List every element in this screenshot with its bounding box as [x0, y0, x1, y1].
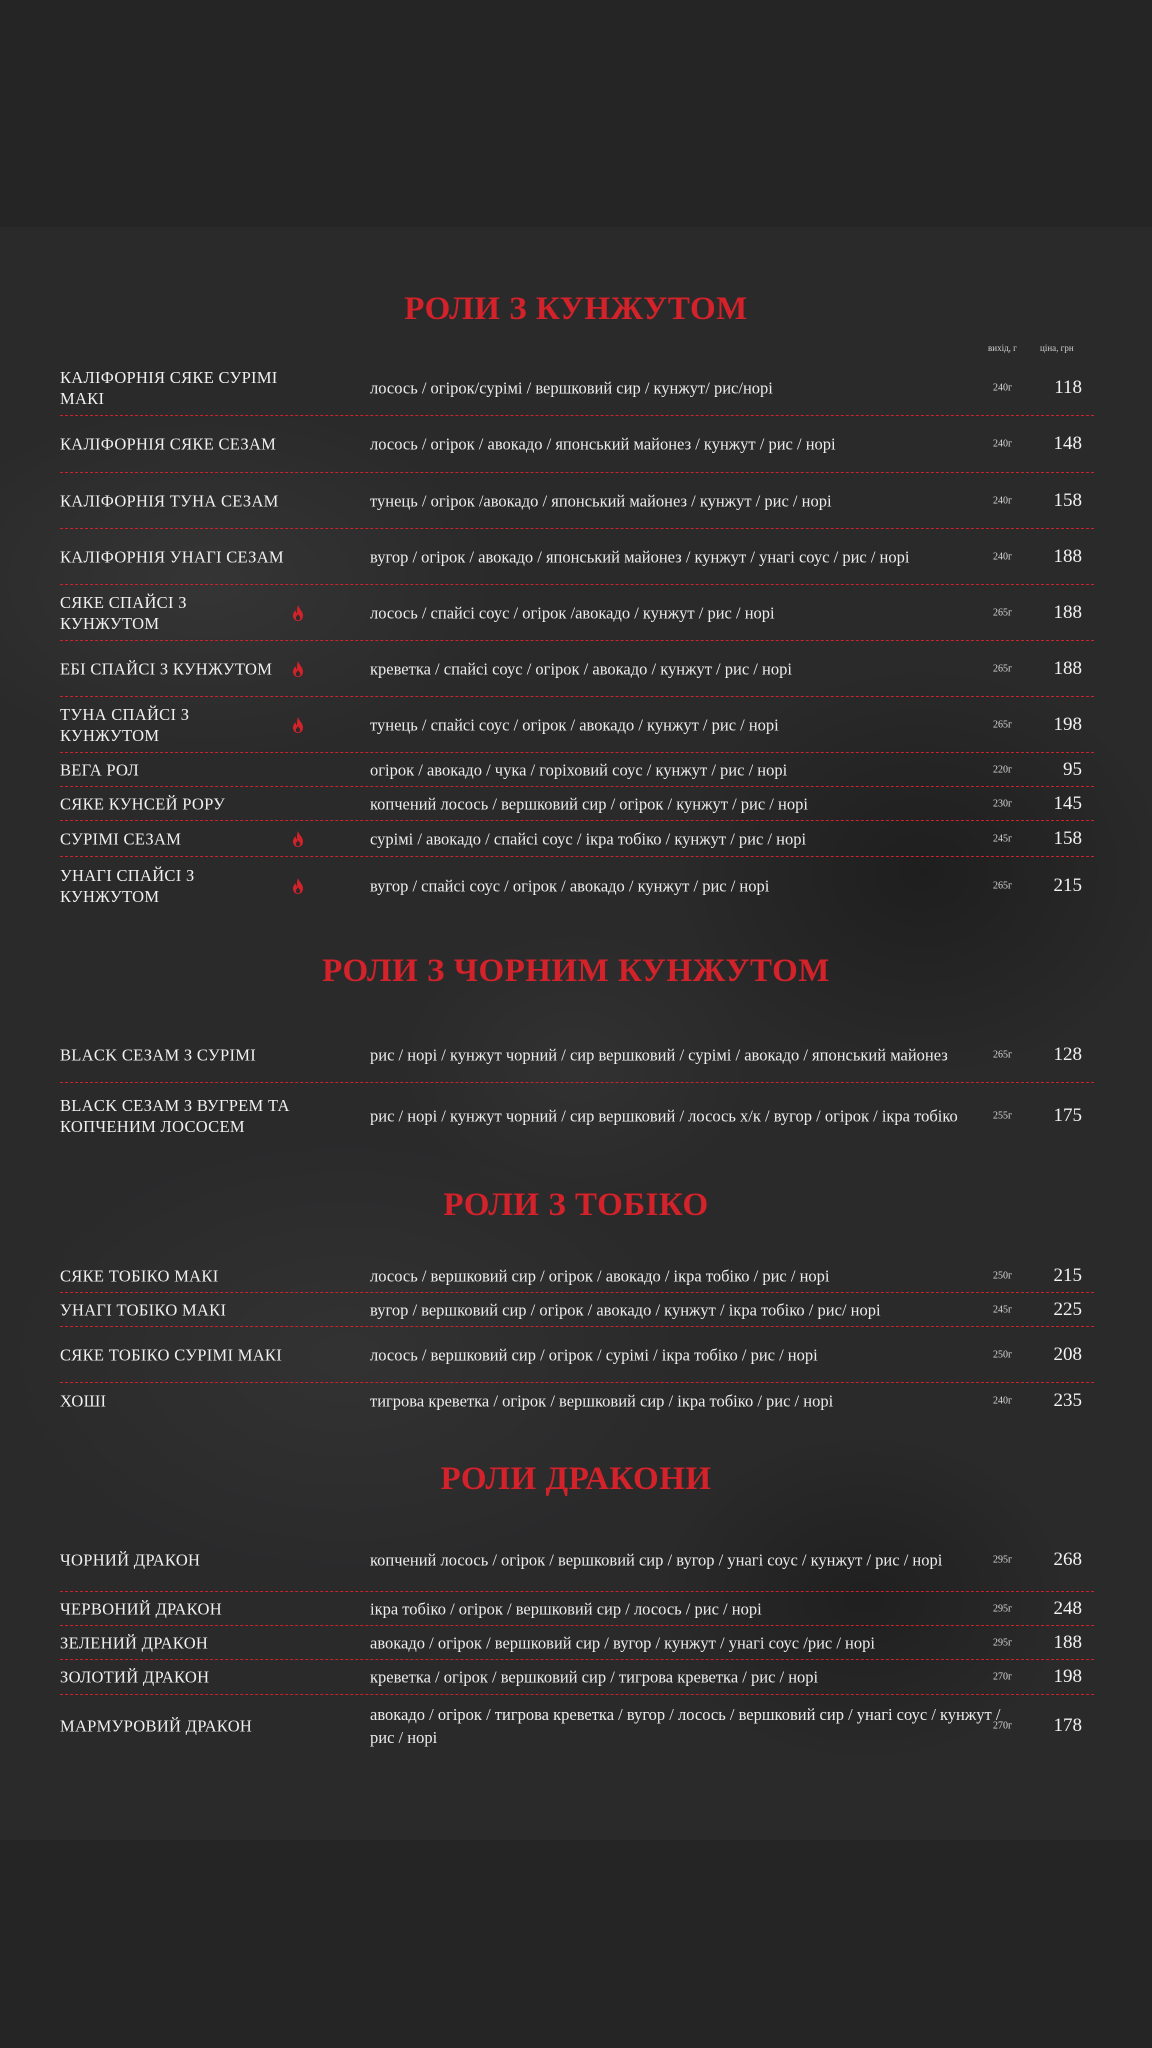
item-price: 198: [1053, 713, 1082, 735]
item-name: СЯКЕ ТОБІКО МАКІ: [60, 1266, 219, 1285]
item-name: КАЛІФОРНІЯ ТУНА СЕЗАМ: [60, 491, 279, 510]
item-description: лосось / огірок / авокадо / японський майонез / кунжут / рис / норі: [370, 434, 836, 454]
menu-board: [0, 227, 1152, 1840]
item-price: 225: [1053, 1298, 1082, 1320]
item-price: 158: [1053, 489, 1082, 511]
item-name: ЧЕРВОНИЙ ДРАКОН: [60, 1599, 222, 1618]
menu-item-row: [60, 1592, 1094, 1626]
item-price: 198: [1053, 1666, 1082, 1687]
item-description: лосось / спайсі соус / огірок /авокадо / кунжут / рис / норі: [370, 603, 775, 622]
menu-item-row: [60, 529, 1094, 585]
item-description: креветка / спайсі соус / огірок / авокадо / кунжут / рис / норі: [370, 659, 792, 678]
menu-item-row: [60, 1528, 1094, 1592]
item-name: СЯКЕ СПАЙСІ З КУНЖУТОМ: [60, 592, 187, 633]
item-name: BLACK СЕЗАМ З СУРІМІ: [60, 1045, 257, 1064]
item-weight: 295г: [993, 1554, 1013, 1565]
item-weight: 230г: [993, 798, 1013, 809]
menu-item-row: [60, 753, 1094, 787]
item-weight: 245г: [993, 833, 1013, 844]
item-name: СЯКЕ КУНСЕЙ РОРУ: [60, 794, 226, 813]
item-price: 188: [1053, 601, 1082, 623]
flame-icon: [292, 831, 304, 847]
item-name: ЧОРНИЙ ДРАКОН: [60, 1550, 201, 1569]
item-name: ХОШІ: [60, 1391, 107, 1411]
item-description: креветка / огірок / вершковий сир / тигрова креветка / рис / норі: [370, 1667, 819, 1687]
item-weight: 265г: [993, 607, 1013, 618]
item-name: ЗЕЛЕНИЙ ДРАКОН: [60, 1633, 209, 1652]
item-weight: 265г: [993, 880, 1013, 892]
menu-item-row: [60, 1293, 1094, 1327]
item-weight: 265г: [993, 719, 1013, 730]
item-description: вугор / спайсі соус / огірок / авокадо / кунжут / рис / норі: [370, 876, 770, 896]
item-description: авокадо / огірок / тигрова креветка / вугор / лосось / вершковий сир / унагі соус / кунжут / рис / норі: [370, 1705, 1001, 1747]
item-description: копчений лосось / вершковий сир / огірок / кунжут / рис / норі: [370, 794, 808, 813]
item-description: рис / норі / кунжут чорний / сир вершковий / сурімі / авокадо / японський майонез: [370, 1045, 948, 1064]
menu-item-row: [60, 641, 1094, 697]
item-name: КАЛІФОРНІЯ СЯКЕ СУРІМІ МАКІ: [60, 368, 278, 408]
item-price: 95: [1063, 758, 1082, 780]
item-description: вугор / огірок / авокадо / японський майонез / кунжут / унагі соус / рис / норі: [370, 547, 910, 566]
item-price: 208: [1053, 1343, 1082, 1365]
menu-item-row: [60, 1083, 1094, 1148]
item-name: УНАГІ ТОБІКО МАКІ: [60, 1300, 227, 1319]
menu-item-row: [60, 1626, 1094, 1660]
menu-item-row: [60, 857, 1094, 915]
item-description: тигрова креветка / огірок / вершковий сир / ікра тобіко / рис / норі: [370, 1391, 834, 1411]
item-weight: 240г: [993, 438, 1013, 450]
item-price: 148: [1053, 433, 1082, 454]
menu-item-row: [60, 585, 1094, 641]
menu-item-row: [60, 787, 1094, 821]
item-description: лосось / вершковий сир / огірок / сурімі / ікра тобіко / рис / норі: [370, 1345, 818, 1364]
item-weight: 240г: [993, 495, 1013, 506]
item-weight: 255г: [993, 1110, 1013, 1121]
item-description: вугор / вершковий сир / огірок / авокадо / кунжут / ікра тобіко / рис/ норі: [370, 1300, 881, 1319]
item-description: авокадо / огірок / вершковий сир / вугор / кунжут / унагі соус /рис / норі: [370, 1633, 875, 1652]
item-name: КАЛІФОРНІЯ УНАГІ СЕЗАМ: [60, 547, 284, 566]
item-price: 215: [1053, 875, 1082, 896]
item-description: лосось / вершковий сир / огірок / авокадо / ікра тобіко / рис / норі: [370, 1266, 830, 1285]
menu-item-row: [60, 1660, 1094, 1695]
menu-item-row: [60, 821, 1094, 857]
item-price: 188: [1053, 1631, 1082, 1653]
weight-column-header: вихід, г: [988, 343, 1017, 353]
item-weight: 240г: [993, 551, 1013, 562]
item-name: ТУНА СПАЙСІ З КУНЖУТОМ: [60, 704, 190, 745]
item-name: ВЕГА РОЛ: [60, 760, 139, 779]
item-description: копчений лосось / огірок / вершковий сир / вугор / унагі соус / кунжут / рис / норі: [370, 1550, 943, 1569]
item-price: 158: [1053, 827, 1082, 849]
menu-item-row: [60, 1327, 1094, 1383]
item-name: ЕБІ СПАЙСІ З КУНЖУТОМ: [60, 659, 273, 678]
item-name: СУРІМІ СЕЗАМ: [60, 829, 182, 848]
item-price: 268: [1053, 1548, 1082, 1570]
item-description: тунець / огірок /авокадо / японський майонез / кунжут / рис / норі: [370, 491, 832, 510]
item-description: тунець / спайсі соус / огірок / авокадо / кунжут / рис / норі: [370, 715, 779, 734]
item-description: ікра тобіко / огірок / вершковий сир / лосось / рис / норі: [370, 1599, 762, 1618]
price-column-header: ціна, грн: [1040, 343, 1074, 353]
item-price: 235: [1053, 1390, 1082, 1411]
item-weight: 250г: [993, 1349, 1013, 1360]
menu-item-row: [60, 416, 1094, 473]
item-description: лосось / огірок/сурімі / вершковий сир / кунжут/ рис/норі: [370, 378, 773, 398]
item-weight: 240г: [993, 1395, 1013, 1407]
menu-item-row: [60, 1027, 1094, 1083]
section-title-dragons: РОЛИ ДРАКОНИ: [440, 1461, 712, 1497]
item-name: МАРМУРОВИЙ ДРАКОН: [60, 1716, 253, 1736]
item-price: 248: [1053, 1597, 1082, 1619]
item-name: ЗОЛОТИЙ ДРАКОН: [60, 1667, 210, 1687]
item-weight: 270г: [993, 1720, 1013, 1732]
item-name: СЯКЕ ТОБІКО СУРІМІ МАКІ: [60, 1345, 283, 1364]
section-title-sesame: РОЛИ З КУНЖУТОМ: [404, 291, 748, 327]
item-weight: 240г: [993, 382, 1013, 394]
item-price: 175: [1053, 1104, 1082, 1126]
item-name: УНАГІ СПАЙСІ З КУНЖУТОМ: [60, 866, 195, 906]
menu-item-row: [60, 1695, 1094, 1757]
item-description: сурімі / авокадо / спайсі соус / ікра тобіко / кунжут / рис / норі: [370, 829, 807, 848]
item-weight: 270г: [993, 1671, 1013, 1683]
item-price: 118: [1054, 377, 1082, 398]
item-weight: 220г: [993, 764, 1013, 775]
menu-item-row: [60, 361, 1094, 416]
item-name: BLACK СЕЗАМ З ВУГРЕМ ТА КОПЧЕНИМ ЛОСОСЕМ: [60, 1095, 290, 1136]
item-name: КАЛІФОРНІЯ СЯКЕ СЕЗАМ: [60, 434, 277, 454]
item-weight: 295г: [993, 1637, 1013, 1648]
menu-item-row: [60, 1259, 1094, 1293]
item-price: 128: [1053, 1043, 1082, 1065]
item-description: огірок / авокадо / чука / горіховий соус / кунжут / рис / норі: [370, 760, 788, 779]
item-price: 145: [1053, 792, 1082, 814]
flame-icon: [292, 717, 304, 733]
item-weight: 295г: [993, 1603, 1013, 1614]
flame-icon: [292, 878, 304, 894]
flame-icon: [292, 605, 304, 621]
menu-item-row: [60, 1383, 1094, 1419]
item-weight: 245г: [993, 1304, 1013, 1315]
item-weight: 265г: [993, 1049, 1013, 1060]
menu-item-row: [60, 473, 1094, 529]
item-description: рис / норі / кунжут чорний / сир вершковий / лосось х/к / вугор / огірок / ікра тобіко: [370, 1106, 958, 1125]
menu-item-row: [60, 697, 1094, 753]
flame-icon: [292, 661, 304, 677]
item-price: 178: [1053, 1715, 1082, 1736]
item-weight: 265г: [993, 663, 1013, 674]
item-price: 215: [1053, 1264, 1082, 1286]
section-title-tobiko: РОЛИ З ТОБІКО: [443, 1187, 709, 1223]
item-price: 188: [1053, 657, 1082, 679]
item-price: 188: [1053, 545, 1082, 567]
section-title-black-sesame: РОЛИ З ЧОРНИМ КУНЖУТОМ: [322, 953, 830, 989]
item-weight: 250г: [993, 1270, 1013, 1281]
